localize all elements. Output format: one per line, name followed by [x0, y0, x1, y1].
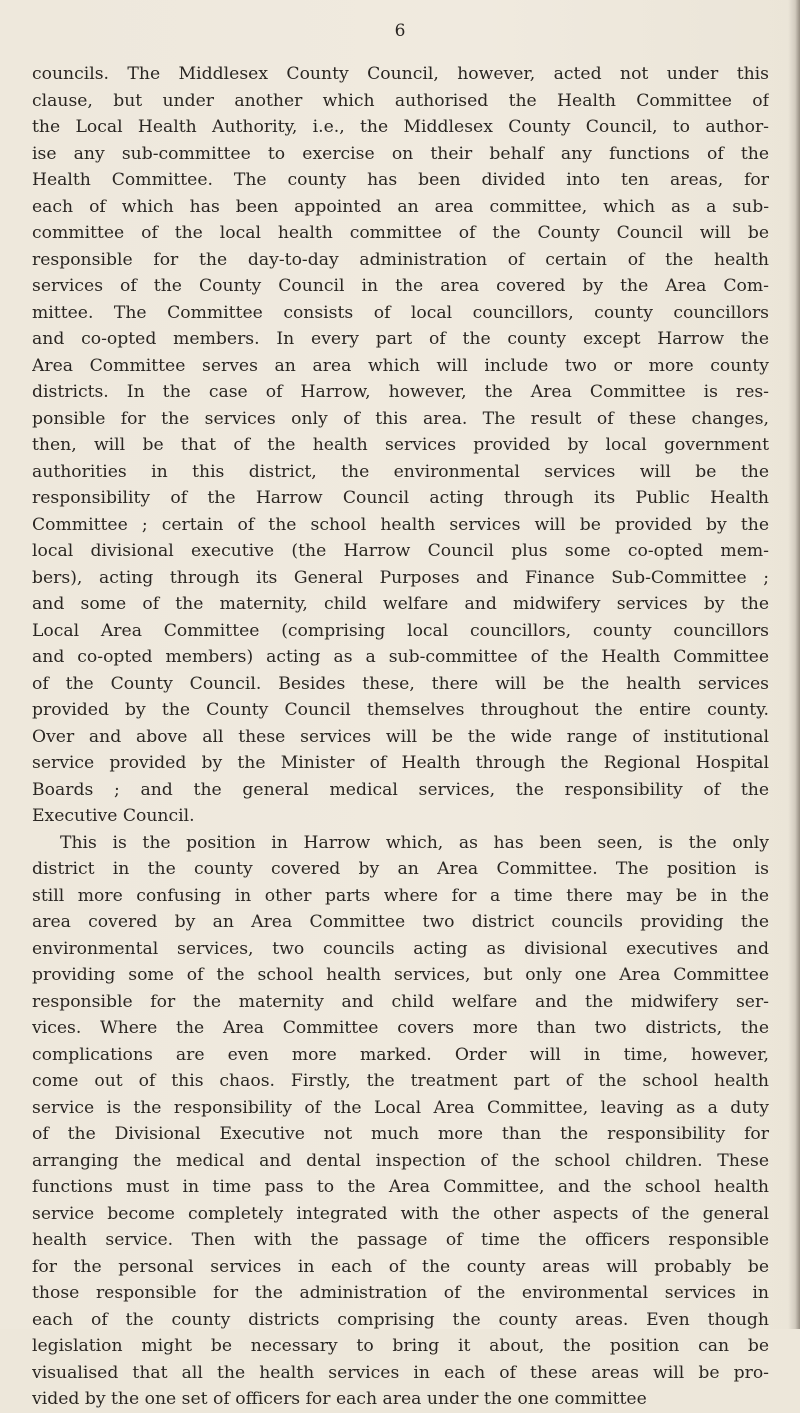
text-line: ise any sub-committee to exercise on their behalf any functions of the: [32, 143, 769, 164]
text-line: districts. In the case of Harrow, however, the Area Committee is res-: [32, 382, 769, 402]
text-line: provided by the County Council themselves throughout the entire county.: [32, 700, 769, 720]
text-line: each of which has been appointed an area committee, which as a sub-: [32, 196, 769, 217]
paragraph-1: [32, 61, 769, 830]
text-line: each of the county districts comprising the county areas. Even though: [32, 1309, 769, 1330]
text-line: the Local Health Authority, i.e., the Middlesex County Council, to author-: [32, 117, 769, 137]
text-line: Area Committee serves an area which will include two or more county: [32, 355, 769, 376]
text-line: for the personal services in each of the county areas will probably be: [32, 1256, 769, 1277]
text-line: providing some of the school health services, but only one Area Committee: [32, 965, 769, 985]
text-line: Committee ; certain of the school health services will be provided by the: [32, 514, 769, 535]
text-line: Health Committee. The county has been divided into ten areas, for: [32, 170, 769, 190]
text-line: and co-opted members) acting as a sub-committee of the Health Committee: [32, 647, 769, 667]
text-line: responsible for the maternity and child welfare and the midwifery ser-: [32, 991, 769, 1012]
text-line: local divisional executive (the Harrow Council plus some co-opted mem-: [32, 541, 769, 561]
text-line: responsibility of the Harrow Council acting through its Public Health: [32, 488, 769, 508]
text-line: those responsible for the administration of the environmental services in: [32, 1283, 769, 1303]
text-line: come out of this chaos. Firstly, the treatment part of the school health: [32, 1071, 769, 1091]
text-line: arranging the medical and dental inspection of the school children. These: [32, 1150, 769, 1171]
text-line: clause, but under another which authorised the Health Committee of: [32, 90, 769, 111]
text-line: service is the responsibility of the Local Area Committee, leaving as a duty: [32, 1097, 769, 1118]
text-line: environmental services, two councils acting as divisional executives and: [32, 938, 769, 959]
text-line: vided by the one set of officers for each area under the one committee: [32, 1389, 647, 1409]
text-line: then, will be that of the health services provided by local government: [32, 435, 769, 455]
text-line: committee of the local health committee of the County Council will be: [32, 223, 769, 243]
text-line: district in the county covered by an Area Committee. The position is: [32, 859, 769, 879]
text-line: ponsible for the services only of this area. The result of these changes,: [32, 408, 769, 429]
page-edge-shadow: [788, 0, 800, 1329]
text-line: vices. Where the Area Committee covers more than two districts, the: [32, 1018, 769, 1038]
paragraph-2: [32, 830, 769, 1413]
text-line: service provided by the Minister of Health through the Regional Hospital: [32, 753, 769, 773]
text-line: responsible for the day-to-day administration of certain of the health: [32, 249, 769, 270]
text-line: mittee. The Committee consists of local councillors, county councillors: [32, 302, 769, 323]
text-line: still more confusing in other parts where for a time there may be in the: [32, 885, 769, 906]
text-line: Executive Council.: [32, 806, 195, 826]
text-line: visualised that all the health services in each of these areas will be pro-: [32, 1362, 769, 1383]
text-line: services of the County Council in the area covered by the Area Com-: [32, 276, 769, 296]
text-line: health service. Then with the passage of time the officers responsible: [32, 1230, 769, 1250]
text-line: bers), acting through its General Purposes and Finance Sub-Committee ;: [32, 567, 769, 588]
text-line: Local Area Committee (comprising local councillors, county councillors: [32, 620, 769, 641]
text-line: councils. The Middlesex County Council, however, acted not under this: [32, 64, 769, 84]
text-line: service become completely integrated with the other aspects of the general: [32, 1203, 769, 1224]
text-line: Over and above all these services will be the wide range of institutional: [32, 726, 769, 747]
page-number: 6: [394, 21, 406, 41]
text-line: legislation might be necessary to bring it about, the position can be: [32, 1336, 769, 1356]
text-line: area covered by an Area Committee two district councils providing the: [32, 912, 769, 932]
text-line: complications are even more marked. Order will in time, however,: [32, 1044, 769, 1065]
text-line: and co-opted members. In every part of the county except Harrow the: [32, 329, 769, 349]
text-line: authorities in this district, the environmental services will be the: [32, 461, 769, 482]
text-line: of the Divisional Executive not much more than the responsibility for: [32, 1124, 769, 1144]
text-line: of the County Council. Besides these, there will be the health services: [32, 673, 769, 694]
body-text: [32, 61, 769, 1413]
text-line: and some of the maternity, child welfare and midwifery services by the: [32, 594, 769, 614]
text-line: This is the position in Harrow which, as has been seen, is the only: [60, 832, 769, 853]
text-line: Boards ; and the general medical services, the responsibility of the: [32, 779, 769, 800]
text-line: functions must in time pass to the Area Committee, and the school health: [32, 1177, 769, 1197]
